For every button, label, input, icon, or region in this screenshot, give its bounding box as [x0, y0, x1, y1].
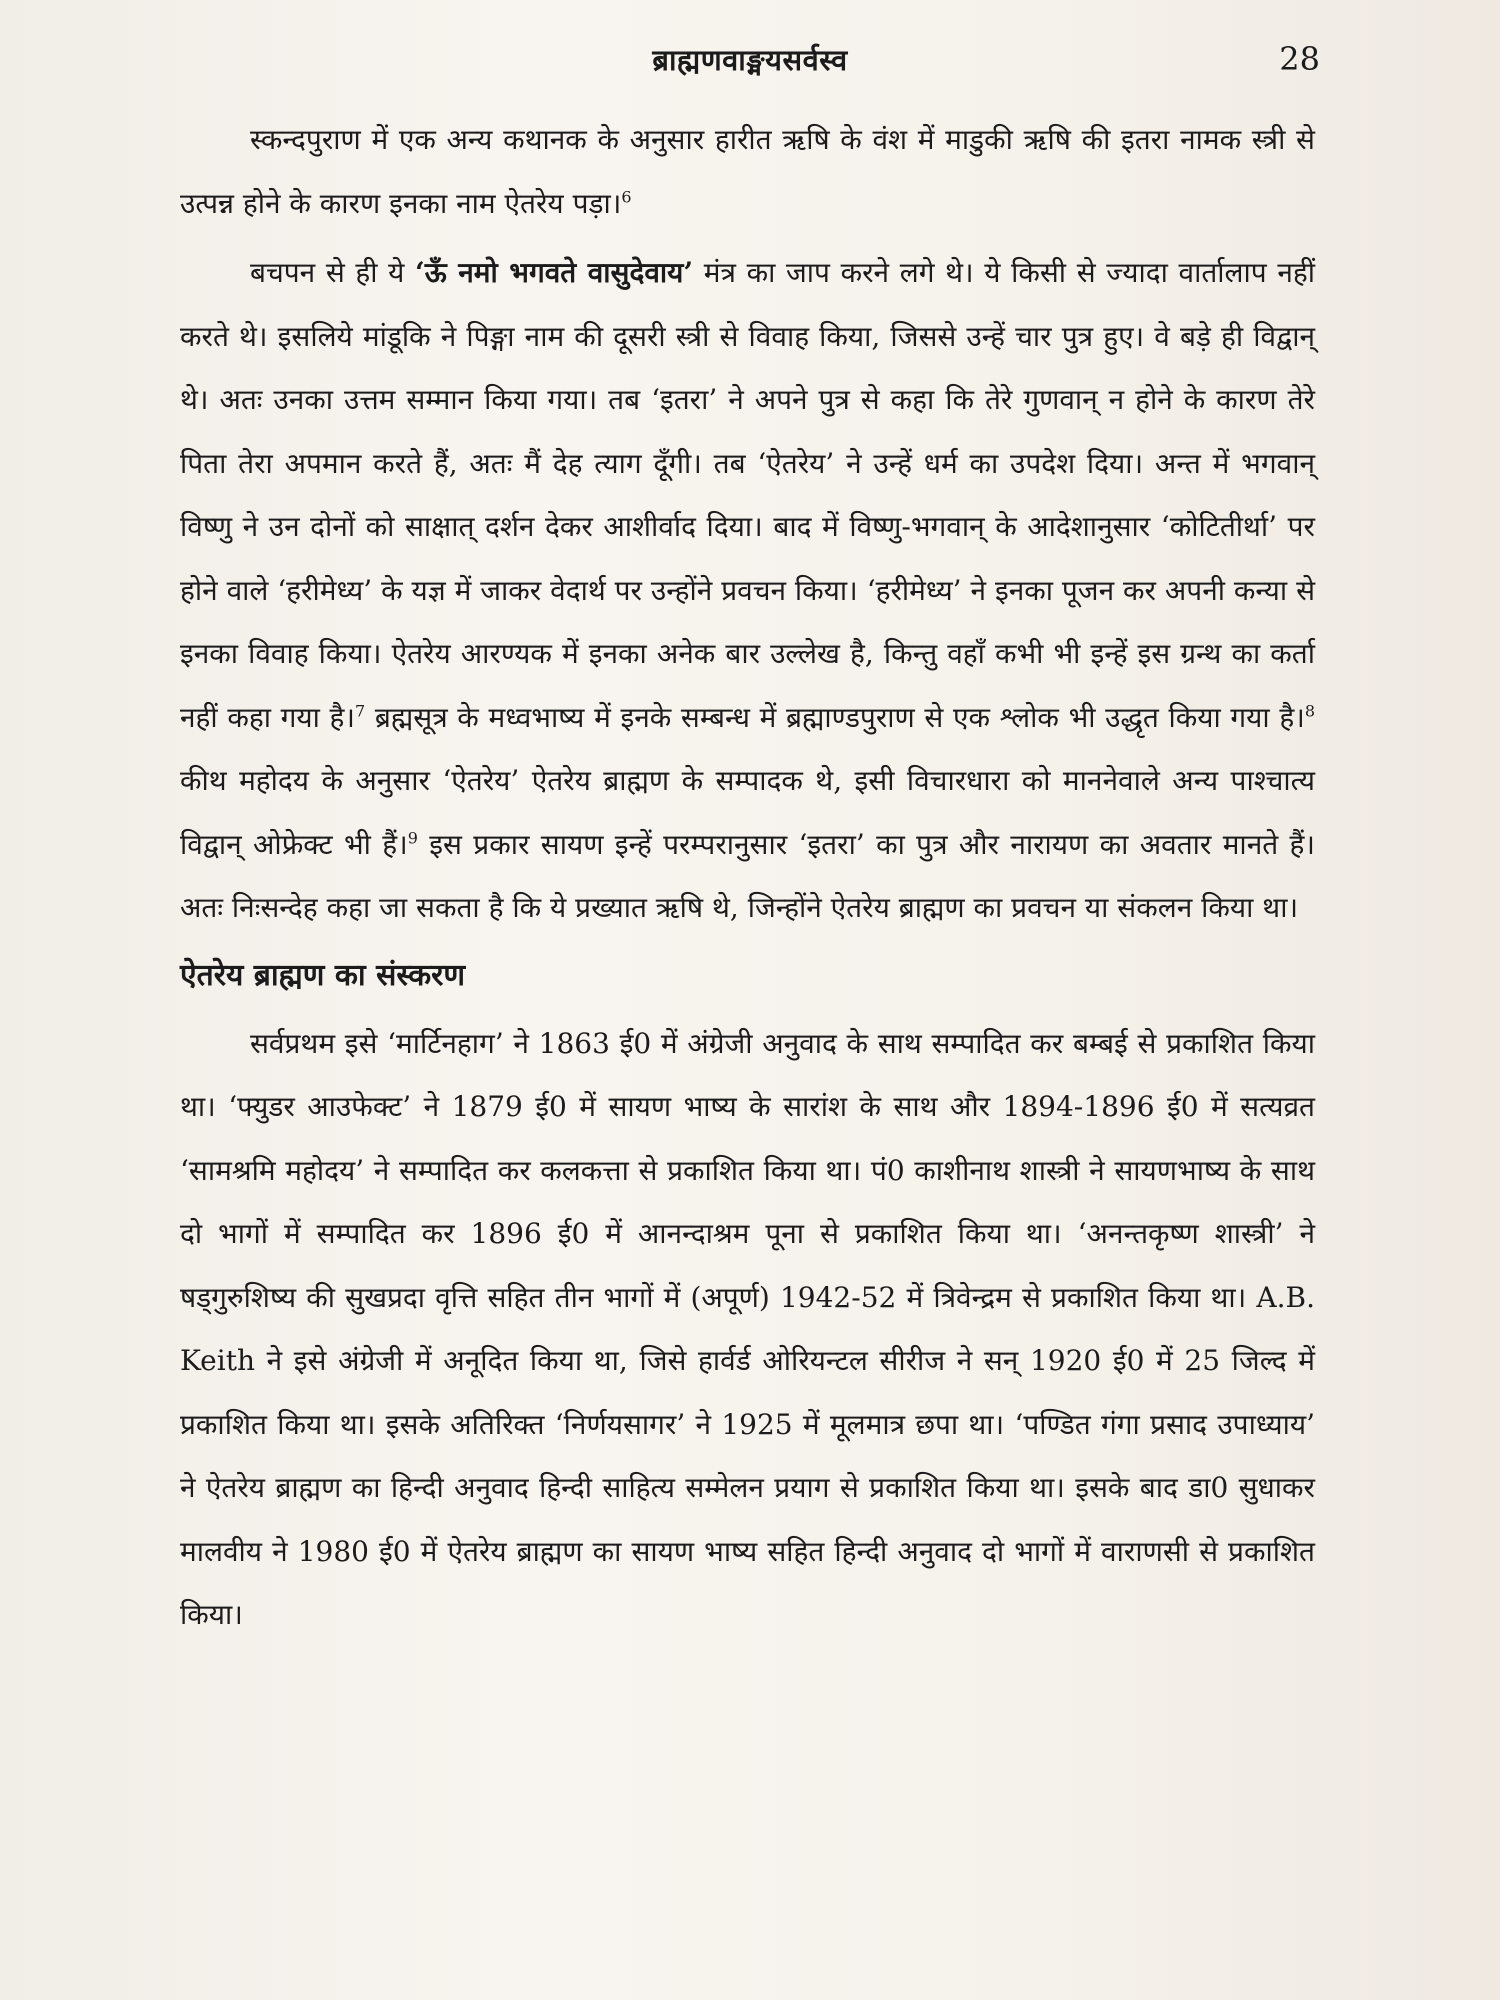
page-content — [180, 108, 1315, 1653]
paragraph-2-text-part-4: इस प्रकार सायण इन्हें परम्परानुसार ‘इतरा’ का पुत्र और नारायण का अवतार मानते हैं। अतः निःसन्देह कहा जा सकता है कि ये प्रख्यात ऋषि थे, जिन्होंने ऐतरेय ब्राह्मण का प्रवचन या संकलन किया था। — [180, 827, 1316, 924]
section-heading: ऐतरेय ब्राह्मण का संस्करण — [180, 957, 466, 993]
footnote-ref-8: 8 — [1304, 701, 1315, 721]
footnote-ref-6: 6 — [621, 187, 632, 207]
paragraph-2-text-part-3: कीथ महोदय के अनुसार ‘ऐतरेय’ ऐतरेय ब्राह्मण के सम्पादक थे, इसी विचारधारा को माननेवाले अन्य पाश्चात्य विद्वान् ओफ्रेक्ट भी हैं। — [180, 764, 1315, 861]
page-number: 28 — [1279, 40, 1320, 78]
paragraph-2-text-part-1: मंत्र का जाप करने लगे थे। ये किसी से ज्यादा वार्तालाप नहीं करते थे। इसलिये मांडूकि ने पिङ्गा नाम की दूसरी स्त्री से विवाह किया, जिससे उन्हें चार पुत्र हुए। वे बड़े ही विद्वान् थे। अतः उनका उत्तम सम्मान किया गया। तब ‘इतरा’ ने अपने पुत्र से कहा कि तेरे गुणवान् न होने के कारण तेरे पिता तेरा अपमान करते हैं, अतः मैं देह त्याग दूँगी। तब ‘ऐतरेय’ ने उन्हें धर्म का उपदेश दिया। अन्त में भगवान् विष्णु ने उन दोनों को साक्षात् दर्शन देकर आशीर्वाद दिया। बाद में विष्णु-भगवान् के आदेशानुसार ‘कोटितीर्था’ पर होने वाले ‘हरीमेध्य’ के यज्ञ में जाकर वेदार्थ पर उन्होंने प्रवचन किया। ‘हरीमेध्य’ ने इनका पूजन कर अपनी कन्या से इनका विवाह किया। ऐतरेय आरण्यक में इनका अनेक बार उल्लेख है, किन्तु वहाँ कभी भी इन्हें इस ग्रन्थ का कर्ता नहीं कहा गया है। — [180, 256, 1315, 734]
paragraph-3: सर्वप्रथम इसे ‘मार्टिनहाग’ ने 1863 ई0 में अंग्रेजी अनुवाद के साथ सम्पादित कर बम्बई से प्रकाशित किया था। ‘फ्युडर आउफेक्ट’ ने 1879 ई0 में सायण भाष्य के सारांश के साथ और 1894-1896 ई0 में सत्यव्रत ‘सामश्रमि महोदय’ ने सम्पादित कर कलकत्ता से प्रकाशित किया था। पं0 काशीनाथ शास्त्री ने सायणभाष्य के साथ दो भागों में सम्पादित कर 1896 ई0 में आनन्दाश्रम पूना से प्रकाशित किया था। ‘अनन्तकृष्ण शास्त्री’ ने षड्गुरुशिष्य की सुखप्रदा वृत्ति सहित तीन भागों में (अपूर्ण) 1942-52 में त्रिवेन्द्रम से प्रकाशित किया था। A.B. Keith ने इसे अंग्रेजी में अनूदित किया था, जिसे हार्वर्ड ओरियन्टल सीरीज ने सन् 1920 ई0 में 25 जिल्द में प्रकाशित किया था। इसके अतिरिक्त ‘निर्णयसागर’ ने 1925 में मूलमात्र छपा था। ‘पण्डित गंगा प्रसाद उपाध्याय’ ने ऐतरेय ब्राह्मण का हिन्दी अनुवाद हिन्दी साहित्य सम्मेलन प्रयाग से प्रकाशित किया था। इसके बाद डा0 सुधाकर मालवीय ने 1980 ई0 में ऐतरेय ब्राह्मण का सायण भाष्य सहित हिन्दी अनुवाद दो भागों में वाराणसी से प्रकाशित किया। — [180, 1026, 1315, 1631]
paragraph-2-lead: बचपन से ही ये — [250, 256, 416, 289]
footnote-ref-7: 7 — [355, 701, 366, 721]
paragraph-1-text: स्कन्दपुराण में एक अन्य कथानक के अनुसार हारीत ऋषि के वंश में माडुकी ऋषि की इतरा नामक स्त्री से उत्पन्न होने के कारण इनका नाम ऐतरेय पड़ा। — [180, 123, 1315, 220]
running-title: ब्राह्मणवाङ्मयसर्वस्व — [652, 43, 848, 77]
paragraph-2-text-part-2: ब्रह्मसूत्र के मध्वभाष्य में इनके सम्बन्ध में ब्रह्माण्डपुराण से एक श्लोक भी उद्धृत किया गया है। — [365, 700, 1305, 734]
mantra-quote: ‘ऊँ नमो भगवते वासुदेवाय’ — [415, 256, 694, 289]
footnote-ref-9: 9 — [407, 828, 418, 848]
paragraph-2 — [180, 241, 1315, 940]
paragraph-1 — [180, 108, 1315, 235]
page-header — [0, 40, 1500, 90]
